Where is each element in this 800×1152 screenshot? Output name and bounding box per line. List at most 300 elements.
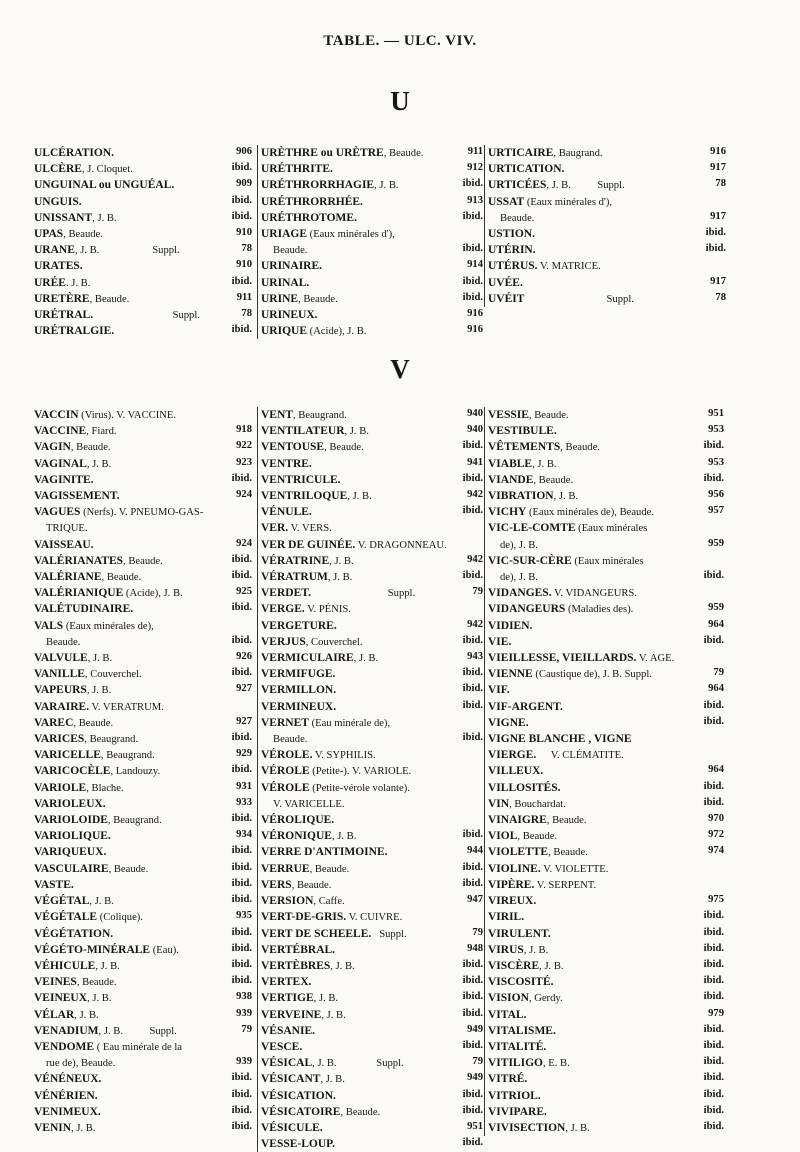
index-entry (34, 145, 252, 161)
entry-page-ref: 929 (236, 748, 252, 760)
index-entry (34, 210, 252, 226)
index-entry (261, 796, 483, 812)
index-entry (34, 194, 252, 210)
index-entry (488, 488, 724, 504)
entry-headword: VITILIGO (488, 1057, 543, 1070)
entry-detail: , Beaude. (108, 863, 149, 875)
index-entry (34, 307, 252, 323)
column-1 (34, 145, 252, 339)
entry-page-ref: 951 (467, 1120, 483, 1132)
index-entry (488, 682, 724, 698)
entry-page-ref: ibid. (462, 440, 483, 452)
entry-detail: (Eaux minérales de), Beaude. (526, 507, 655, 519)
column-3 (484, 145, 726, 307)
entry-headword: VISION (488, 992, 529, 1005)
entry-page-ref: 917 (710, 162, 726, 174)
index-entry (261, 844, 483, 860)
entry-headword: VIRULENT. (488, 927, 551, 940)
entry-headword: VERTIGE (261, 992, 314, 1005)
index-entry (261, 650, 483, 666)
entry-detail: Suppl. (310, 588, 416, 600)
entry-headword: VERSION (261, 895, 314, 908)
entry-headword: URATES. (34, 260, 83, 273)
entry-page-ref: 959 (708, 602, 724, 614)
index-entry (488, 747, 724, 763)
index-entry (34, 844, 252, 860)
entry-page-ref: ibid. (231, 894, 252, 906)
entry-headword: VÉROLE. (261, 749, 313, 762)
index-entry (261, 194, 483, 210)
entry-page-ref: ibid. (231, 194, 252, 206)
index-entry (34, 715, 252, 731)
entry-page-ref: ibid. (703, 715, 724, 727)
index-entry (34, 553, 252, 569)
entry-headword: VERNET (261, 716, 309, 729)
entry-detail: , J. B. (74, 1009, 99, 1021)
entry-detail: , J. B. (532, 458, 557, 470)
entry-page-ref: ibid. (703, 570, 724, 582)
index-entry (261, 909, 483, 925)
index-entry (488, 423, 724, 439)
entry-headword: UVÉE. (488, 276, 523, 289)
entry-detail: , J. B. Suppl. (98, 1025, 177, 1037)
entry-headword: VIOLETTE (488, 846, 549, 859)
entry-detail: V. VERATRUM. (89, 701, 164, 713)
index-entry (488, 1088, 724, 1104)
index-entry (488, 1023, 724, 1039)
entry-page-ref: ibid. (231, 861, 252, 873)
entry-headword: VICHY (488, 506, 527, 519)
entry-headword: VENTRE. (261, 457, 312, 470)
index-entry (261, 210, 483, 226)
entry-detail: , J. B. (331, 831, 357, 843)
entry-detail: , J. B. (89, 896, 114, 908)
entry-detail: , Beaude. (291, 879, 332, 891)
entry-detail: V. VARICELLE. (273, 798, 345, 810)
index-entry (488, 291, 726, 307)
entry-page-ref: 912 (467, 162, 483, 174)
entry-headword: VAREC (34, 716, 74, 729)
entry-page-ref: ibid. (703, 780, 724, 792)
entry-page-ref: ibid. (703, 942, 724, 954)
entry-headword: URÉTHROTOME. (261, 211, 357, 224)
entry-headword: URINAIRE. (261, 260, 323, 273)
index-entry (34, 1039, 252, 1055)
section-letter-u: U (390, 86, 410, 116)
entry-headword: VAGINITE. (34, 473, 94, 486)
entry-detail: , Gerdy. (528, 993, 563, 1005)
entry-detail: , J. B. (344, 426, 369, 438)
entry-detail: , Baugrand. (553, 148, 603, 159)
entry-page-ref: 943 (467, 651, 483, 663)
entry-page-ref: 916 (467, 308, 483, 320)
index-entry (34, 942, 252, 958)
index-entry (488, 877, 724, 893)
entry-detail: . J. B. (65, 277, 91, 289)
entry-headword: VENTOUSE (261, 441, 325, 454)
index-entry (261, 520, 483, 536)
entry-detail: , Beaude. (340, 1106, 381, 1118)
index-entry (488, 1039, 724, 1055)
index-entry (261, 974, 483, 990)
entry-headword: VARAIRE. (34, 700, 90, 713)
entry-page-ref: 922 (236, 440, 252, 452)
entry-detail: (Nerfs). V. PNEUMO-GAS- (80, 507, 204, 519)
entry-headword: VIBRATION (488, 490, 554, 503)
entry-page-ref: ibid. (462, 1007, 483, 1019)
entry-page-ref: ibid. (703, 472, 724, 484)
index-entry (261, 537, 483, 553)
entry-headword: VÉGÉTATION. (34, 927, 114, 940)
entry-headword: VIENNE (488, 668, 533, 681)
entry-page-ref: 910 (236, 259, 252, 271)
entry-headword: VALÉTUDINAIRE. (34, 603, 134, 616)
entry-page-ref: ibid. (231, 667, 252, 679)
entry-headword: UNGUIS. (34, 195, 82, 208)
entry-detail: (Eau). (150, 944, 179, 956)
entry-page-ref: 78 (241, 308, 252, 320)
entry-page-ref: 940 (467, 424, 483, 436)
entry-page-ref: 938 (236, 991, 252, 1003)
index-entry (34, 812, 252, 828)
entry-page-ref: 947 (467, 894, 483, 906)
entry-headword: VIDIEN. (488, 619, 533, 632)
index-entry (488, 145, 726, 161)
index-entry (488, 569, 724, 585)
entry-page-ref: ibid. (231, 634, 252, 646)
entry-headword: URÉE (34, 276, 66, 289)
entry-headword: VERTÈBRES (261, 959, 331, 972)
entry-headword: VARIOLEUX. (34, 797, 106, 810)
index-entry (488, 258, 726, 274)
index-entry (488, 275, 726, 291)
index-entry (488, 439, 724, 455)
entry-headword: URÉTRAL. (34, 309, 94, 322)
entry-page-ref: ibid. (705, 243, 726, 255)
entry-detail: (Eaux minérales d'), (524, 196, 613, 208)
entry-page-ref: ibid. (462, 667, 483, 679)
column-1 (34, 407, 252, 1136)
index-entry (261, 699, 483, 715)
entry-page-ref: ibid. (703, 926, 724, 938)
entry-headword: VÉSANIE. (261, 1024, 316, 1037)
entry-detail: , J. B. Suppl. (312, 1058, 404, 1070)
entry-detail: , E. B. (542, 1058, 570, 1070)
entry-page-ref: ibid. (231, 1104, 252, 1116)
entry-headword: VÉGÉTAL (34, 895, 90, 908)
entry-page-ref: ibid. (231, 1120, 252, 1132)
entry-page-ref: ibid. (703, 1039, 724, 1051)
index-entry (34, 504, 252, 520)
entry-headword: VIOLINE. (488, 862, 541, 875)
entry-page-ref: 925 (236, 586, 252, 598)
entry-page-ref: ibid. (462, 243, 483, 255)
entry-headword: VIC-LE-COMTE (488, 522, 576, 535)
entry-page-ref: ibid. (231, 553, 252, 565)
entry-page-ref: 79 (472, 1056, 483, 1068)
entry-detail: Beaude. (273, 245, 308, 257)
entry-headword: VARICOCÈLE (34, 765, 111, 778)
entry-detail: (Caustique de), J. B. Suppl. (532, 669, 652, 681)
entry-detail: , J. B. (565, 1122, 590, 1134)
entry-page-ref: ibid. (231, 975, 252, 987)
entry-headword: UVÉIT (488, 292, 525, 305)
entry-headword: VASTE. (34, 878, 74, 891)
entry-headword: VÉRATRUM (261, 571, 328, 584)
entry-headword: URTICAIRE (488, 147, 554, 159)
entry-page-ref: ibid. (703, 1120, 724, 1132)
entry-detail: V. VERS. (288, 523, 332, 535)
index-entry (261, 439, 483, 455)
index-entry (488, 909, 724, 925)
entry-headword: VÉRATRINE (261, 554, 330, 567)
index-entry (488, 942, 724, 958)
index-entry (488, 177, 726, 193)
entry-page-ref: ibid. (703, 699, 724, 711)
entry-page-ref: ibid. (462, 1088, 483, 1100)
entry-headword: VEINEUX (34, 992, 88, 1005)
entry-headword: URIQUE (261, 325, 308, 338)
entry-page-ref: 931 (236, 780, 252, 792)
entry-page-ref: 913 (467, 194, 483, 206)
index-entry (488, 634, 724, 650)
index-entry (488, 601, 724, 617)
entry-page-ref: 926 (236, 651, 252, 663)
entry-page-ref: ibid. (462, 683, 483, 695)
entry-page-ref: 924 (236, 537, 252, 549)
index-entry (261, 472, 483, 488)
entry-page-ref: 944 (467, 845, 483, 857)
entry-page-ref: ibid. (703, 796, 724, 808)
entry-detail: , Couverchel. (84, 669, 142, 681)
entry-detail: V. VIDANGEURS. (551, 588, 637, 600)
index-entry (34, 974, 252, 990)
index-entry (488, 780, 724, 796)
entry-headword: VIN (488, 797, 510, 810)
entry-detail: , J. B. (330, 960, 355, 972)
index-entry (261, 747, 483, 763)
entry-page-ref: ibid. (231, 324, 252, 336)
entry-headword: VERGE. (261, 603, 305, 616)
entry-page-ref: ibid. (703, 1104, 724, 1116)
index-entry (34, 488, 252, 504)
entry-detail: , Beaude. (517, 831, 558, 843)
entry-page-ref: ibid. (462, 975, 483, 987)
entry-headword: VESCE. (261, 1040, 303, 1053)
index-entry (34, 291, 252, 307)
entry-detail: Beaude. (46, 636, 81, 648)
index-entry (261, 1039, 483, 1055)
index-entry (261, 291, 483, 307)
index-entry (261, 763, 483, 779)
entry-page-ref: 957 (708, 505, 724, 517)
entry-headword: URINAL. (261, 276, 310, 289)
entry-page-ref: ibid. (462, 210, 483, 222)
index-entry (488, 585, 724, 601)
entry-headword: VENTRICULE. (261, 473, 341, 486)
index-entry (261, 634, 483, 650)
entry-page-ref: 964 (708, 618, 724, 630)
index-entry (488, 194, 726, 210)
entry-page-ref: ibid. (462, 991, 483, 1003)
entry-headword: UTÉRUS. (488, 260, 538, 273)
entry-page-ref: 78 (715, 291, 726, 303)
entry-detail: V. CUIVRE. (346, 912, 403, 924)
entry-page-ref: 927 (236, 715, 252, 727)
entry-headword: VARIOLE (34, 781, 87, 794)
entry-page-ref: 916 (710, 146, 726, 157)
index-entry (488, 537, 724, 553)
index-entry (261, 861, 483, 877)
entry-page-ref: 916 (467, 324, 483, 336)
entry-detail: , J. B. (320, 1074, 345, 1086)
index-entry (261, 682, 483, 698)
entry-detail: V. AGE. (636, 653, 675, 665)
index-entry (34, 161, 252, 177)
index-entry (34, 828, 252, 844)
entry-headword: URÉTHRORRHÉE. (261, 195, 363, 208)
index-entry (261, 1007, 483, 1023)
index-entry (488, 715, 724, 731)
entry-detail: , Beaugrand. (292, 410, 347, 421)
index-entry (261, 177, 483, 193)
index-entry (34, 177, 252, 193)
entry-headword: VÉLAR (34, 1008, 75, 1021)
entry-headword: VITAL. (488, 1008, 527, 1021)
entry-headword: VENT (261, 409, 293, 421)
entry-detail: , Beaude. (298, 293, 338, 305)
index-entry (261, 1055, 483, 1071)
entry-detail: (Eaux minérales (571, 555, 644, 567)
entry-page-ref: ibid. (462, 505, 483, 517)
index-entry (488, 1071, 724, 1087)
entry-page-ref: ibid. (462, 634, 483, 646)
index-entry (488, 1055, 724, 1071)
entry-headword: VERT DE SCHEELE. (261, 927, 372, 940)
index-entry (261, 958, 483, 974)
entry-page-ref: 956 (708, 489, 724, 501)
index-entry (261, 585, 483, 601)
entry-headword: VIVISECTION (488, 1121, 566, 1134)
entry-page-ref: ibid. (231, 877, 252, 889)
index-entry (34, 537, 252, 553)
index-entry (34, 472, 252, 488)
index-entry (261, 275, 483, 291)
entry-page-ref: ibid. (462, 877, 483, 889)
entry-headword: VIDANGES. (488, 587, 552, 600)
entry-detail: , Beaude. (560, 442, 600, 454)
entry-headword: VÉSICAL (261, 1057, 313, 1070)
entry-page-ref: 979 (708, 1007, 724, 1019)
entry-page-ref: ibid. (703, 440, 724, 452)
entry-page-ref: 949 (467, 1072, 483, 1084)
entry-page-ref: ibid. (705, 227, 726, 239)
entry-detail: V. SERPENT. (534, 879, 597, 891)
entry-detail: , J. B. (353, 653, 379, 665)
entry-detail: , Beaude. (533, 474, 574, 486)
entry-page-ref: ibid. (231, 926, 252, 938)
entry-page-ref: ibid. (231, 162, 252, 174)
index-entry (261, 731, 483, 747)
index-entry (261, 1071, 483, 1087)
entry-page-ref: 927 (236, 683, 252, 695)
entry-page-ref: ibid. (462, 861, 483, 873)
index-entry (261, 877, 483, 893)
entry-detail: , Beaude. (548, 847, 588, 859)
entry-headword: VÉROLE (261, 781, 310, 794)
entry-detail: , J. B. (327, 572, 353, 584)
entry-page-ref: ibid. (231, 958, 252, 970)
entry-headword: VISCÈRE (488, 959, 540, 972)
entry-page-ref: 951 (708, 408, 724, 419)
index-entry (261, 780, 483, 796)
entry-headword: VERMICULAIRE (261, 652, 354, 665)
entry-page-ref: 918 (236, 424, 252, 436)
index-entry (261, 407, 483, 423)
entry-detail: , Caffe. (313, 896, 345, 908)
entry-headword: VERGETURE. (261, 619, 337, 632)
entry-detail: rue de), Beaude. (46, 1058, 116, 1070)
entry-detail: , Beaude. (101, 572, 142, 584)
index-entry (488, 1120, 724, 1136)
entry-headword: UNISSANT (34, 211, 93, 224)
entry-page-ref: ibid. (462, 275, 483, 287)
entry-detail: , Beaude. (89, 293, 130, 305)
entry-page-ref: ibid. (231, 845, 252, 857)
entry-detail: , Beaugrand. (107, 815, 162, 827)
entry-page-ref: 923 (236, 456, 252, 468)
index-entry (261, 488, 483, 504)
index-entry (261, 618, 483, 634)
entry-detail: , Beaugrand. (84, 734, 139, 746)
index-entry (34, 861, 252, 877)
entry-headword: URETÈRE (34, 292, 90, 305)
entry-detail: , Beaude. (63, 229, 103, 241)
index-entry (488, 731, 724, 747)
entry-headword: VIRIL. (488, 911, 525, 924)
index-entry (261, 1136, 483, 1152)
entry-detail: de), J. B. (500, 572, 538, 584)
entry-headword: VINAIGRE (488, 814, 547, 827)
entry-page-ref: 914 (467, 259, 483, 271)
entry-headword: VÉRONIQUE (261, 830, 332, 843)
entry-headword: VERRE D'ANTIMOINE. (261, 846, 388, 859)
entry-page-ref: ibid. (462, 178, 483, 190)
entry-headword: VIE. (488, 635, 512, 648)
entry-headword: VENDOME (34, 1040, 95, 1053)
entry-detail: de), J. B. (500, 539, 538, 551)
entry-headword: VITRIOL. (488, 1089, 541, 1102)
index-entry (34, 909, 252, 925)
index-entry (261, 456, 483, 472)
index-entry (488, 553, 724, 569)
entry-detail: , Landouzy. (110, 766, 161, 778)
index-entry (261, 307, 483, 323)
entry-detail: , J. B. (553, 491, 579, 503)
index-entry (488, 407, 724, 423)
entry-headword: VAGINAL (34, 457, 87, 470)
entry-page-ref: 934 (236, 829, 252, 841)
entry-detail: (Maladies des). (565, 604, 634, 616)
index-entry (34, 634, 252, 650)
index-entry (488, 763, 724, 779)
entry-headword: VARIOLOIDE (34, 814, 108, 827)
entry-detail: ( Eau minérale de la (94, 1041, 183, 1053)
entry-headword: VIC-SUR-CÈRE (488, 554, 572, 567)
entry-detail: (Virus). V. VACCINE. (78, 410, 176, 421)
entry-page-ref: 972 (708, 829, 724, 841)
entry-page-ref: ibid. (703, 958, 724, 970)
